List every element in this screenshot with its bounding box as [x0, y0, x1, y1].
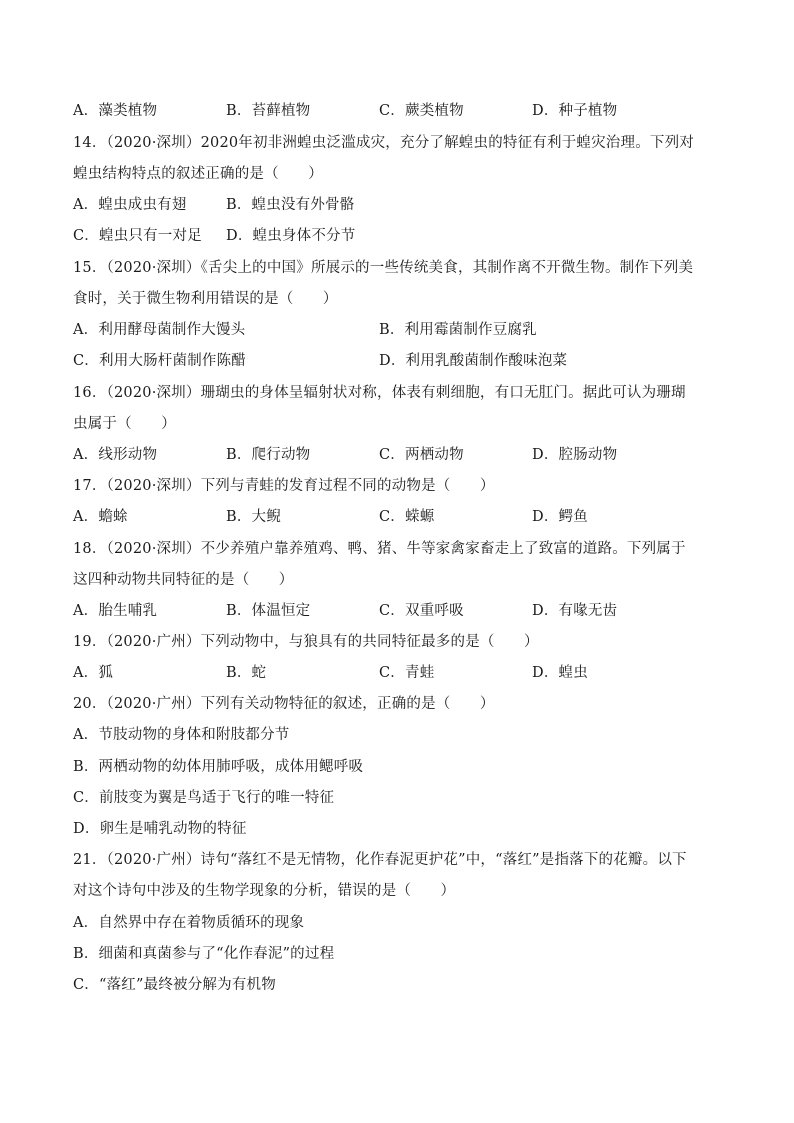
q21-option-c[interactable]: C．“落红”最终被分解为有机物	[73, 977, 276, 993]
q13-option-c[interactable]: C．蕨类植物	[379, 103, 464, 119]
q16-option-c[interactable]: C．两栖动物	[379, 447, 464, 463]
q15-option-a[interactable]: A．利用酵母菌制作大馒头	[73, 322, 246, 338]
q21-stem-line1: 21．（2020·广州）诗句“落红不是无情物，化作春泥更护花”中，“落红”是指落下的花瓣。以下	[73, 852, 687, 868]
q14-option-a[interactable]: A．蝗虫成虫有翅	[73, 197, 187, 213]
q19-option-d[interactable]: D．蝗虫	[532, 665, 588, 681]
q13-option-b[interactable]: B．苔藓植物	[226, 103, 311, 119]
q19-option-b[interactable]: B．蛇	[226, 665, 267, 681]
q17-option-b[interactable]: B．大鲵	[226, 509, 281, 525]
q20-option-c[interactable]: C．前肢变为翼是鸟适于飞行的唯一特征	[73, 790, 335, 806]
q16-stem-line2: 虫属于（ ）	[73, 416, 176, 432]
q16-option-d[interactable]: D．腔肠动物	[532, 447, 618, 463]
q19-stem-line1: 19．（2020·广州）下列动物中，与狼具有的共同特征最多的是（ ）	[73, 634, 539, 650]
q20-stem-line1: 20．（2020·广州）下列有关动物特征的叙述，正确的是（ ）	[73, 696, 495, 712]
q19-option-a[interactable]: A．狐	[73, 665, 114, 681]
q15-option-c[interactable]: C．利用大肠杆菌制作陈醋	[73, 353, 246, 369]
q19-option-c[interactable]: C．青蛙	[379, 665, 435, 681]
q18-option-a[interactable]: A．胎生哺乳	[73, 603, 158, 619]
q17-option-a[interactable]: A．蟾蜍	[73, 509, 128, 525]
q20-option-b[interactable]: B．两栖动物的幼体用肺呼吸，成体用鳃呼吸	[73, 759, 364, 775]
q18-option-d[interactable]: D．有喙无齿	[532, 603, 618, 619]
q16-stem-line1: 16．（2020·深圳）珊瑚虫的身体呈辐射状对称，体表有刺细胞，有口无肛门。据此可认为珊瑚	[73, 385, 686, 401]
q20-option-d[interactable]: D．卵生是哺乳动物的特征	[73, 821, 247, 837]
q15-stem-line2: 食时，关于微生物利用错误的是（ ）	[73, 291, 338, 307]
q15-option-d[interactable]: D．利用乳酸菌制作酸味泡菜	[379, 353, 568, 369]
q16-option-a[interactable]: A．线形动物	[73, 447, 158, 463]
q13-option-d[interactable]: D．种子植物	[532, 103, 618, 119]
q21-option-b[interactable]: B．细菌和真菌参与了“化作春泥”的过程	[73, 946, 335, 962]
q20-option-a[interactable]: A．节肢动物的身体和附肢都分节	[73, 727, 290, 743]
q21-option-a[interactable]: A．自然界中存在着物质循环的现象	[73, 915, 305, 931]
q21-stem-line2: 对这个诗句中涉及的生物学现象的分析，错误的是（ ）	[73, 883, 456, 899]
q14-option-b[interactable]: B．蝗虫没有外骨骼	[226, 197, 355, 213]
q17-option-c[interactable]: C．蝾螈	[379, 509, 435, 525]
q15-option-b[interactable]: B．利用霉菌制作豆腐乳	[379, 322, 537, 338]
q16-option-b[interactable]: B．爬行动物	[226, 447, 311, 463]
q14-option-d[interactable]: D．蝗虫身体不分节	[226, 228, 356, 244]
q17-option-d[interactable]: D．鳄鱼	[532, 509, 588, 525]
q14-stem-line1: 14．（2020·深圳）2020年初非洲蝗虫泛滥成灾，充分了解蝗虫的特征有利于蝗灾治理。下列对	[73, 135, 695, 151]
q17-stem-line1: 17．（2020·深圳）下列与青蛙的发育过程不同的动物是（ ）	[73, 478, 495, 494]
q14-stem-line2: 蝗虫结构特点的叙述正确的是（ ）	[73, 166, 323, 182]
q18-stem-line1: 18．（2020·深圳）不少养殖户靠养殖鸡、鸭、猪、牛等家禽家畜走上了致富的道路。下列属于	[73, 541, 686, 557]
q14-option-c[interactable]: C．蝗虫只有一对足	[73, 228, 202, 244]
q18-stem-line2: 这四种动物共同特征的是（ ）	[73, 572, 294, 588]
q15-stem-line1: 15．（2020·深圳）《舌尖上的中国》所展示的一些传统美食，其制作离不开微生物。制作下列美	[73, 260, 694, 276]
q18-option-b[interactable]: B．体温恒定	[226, 603, 311, 619]
q18-option-c[interactable]: C．双重呼吸	[379, 603, 464, 619]
q13-option-a[interactable]: A．藻类植物	[73, 103, 158, 119]
